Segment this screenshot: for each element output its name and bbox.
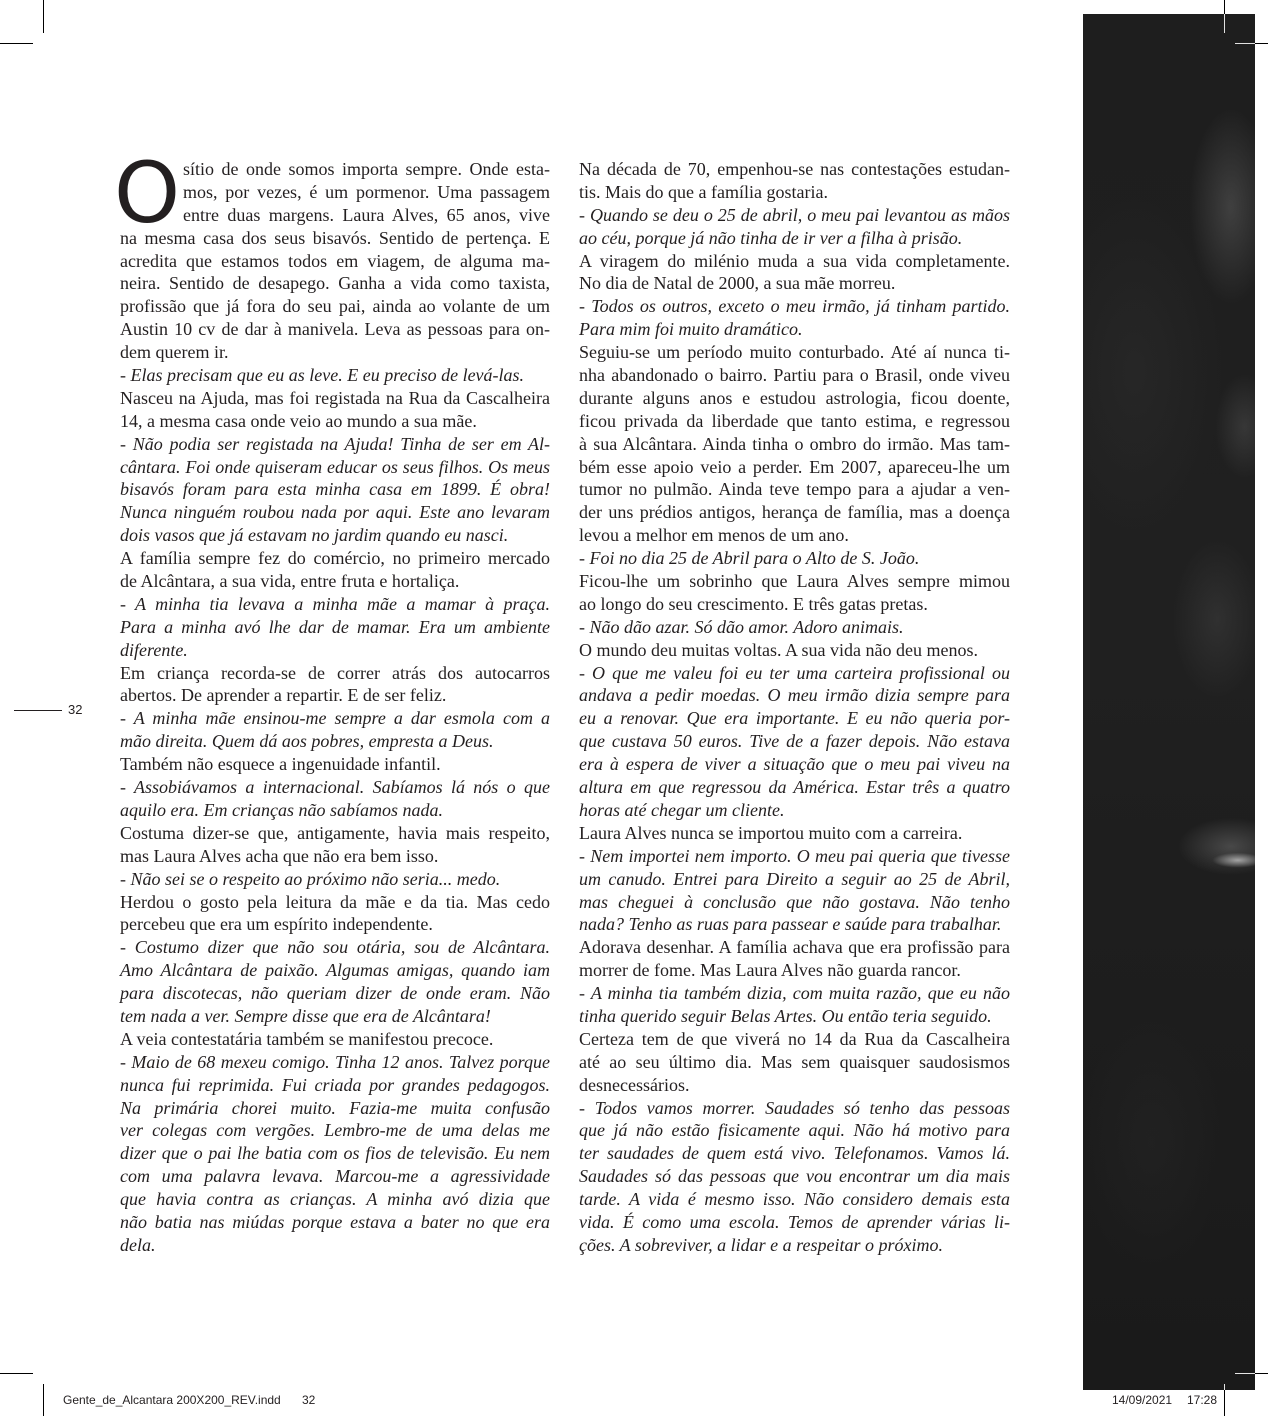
drop-cap: O: [114, 144, 181, 242]
text-line: para discotecas, não queriam dizer de onde eram. Não: [120, 983, 550, 1004]
text-line: ções. A sobreviver, a lidar e a respeitar o próximo.: [579, 1234, 943, 1255]
paragraph: [120, 822, 550, 868]
text-line: na mesma casa dos seus bisavós. Sentido de pertença. E: [120, 227, 550, 248]
text-line: Saudades só das pessoas que vou encontrar um dia mais: [579, 1166, 1010, 1187]
text-line: - O que me valeu foi eu ter uma carteira profissional ou: [579, 662, 1010, 683]
article-column-right: [579, 158, 1010, 1257]
text-line: abertos. De aprender a repartir. E de ser feliz.: [120, 685, 447, 706]
text-line: ter saudades de quem está vivo. Telefonamos. Vamos lá.: [579, 1143, 1010, 1164]
paragraph: [579, 570, 1010, 616]
text-line: um canudo. Entrei para Direito a seguir ao 25 de Abril,: [579, 868, 1010, 889]
quote-paragraph: [579, 1097, 1010, 1257]
text-line: tumor no pulmão. Ainda teve tempo para a ajudar a ven-: [579, 479, 1010, 500]
text-line: dela.: [120, 1234, 156, 1255]
text-line: nunca fui reprimida. Fui criada por grandes pedagogos.: [120, 1074, 550, 1095]
text-line: levou a melhor em menos de um ano.: [579, 525, 849, 546]
quote-paragraph: [120, 364, 550, 387]
paragraph: [579, 250, 1010, 296]
text-line: era à espera de viver a situação que o meu pai viveu na: [579, 754, 1010, 775]
paragraph: [120, 662, 550, 708]
text-line: mas cheguei à conclusão que não gostava. Não tenho: [579, 891, 1010, 912]
crop-mark: [43, 0, 44, 33]
text-line: desnecessários.: [579, 1074, 690, 1095]
text-line: der uns prédios antigos, herança de família, mas a doença: [579, 502, 1010, 523]
text-line: A família sempre fez do comércio, no primeiro mercado: [120, 548, 550, 569]
text-line: Austin 10 cv de dar à manivela. Leva as pessoas para on-: [120, 319, 550, 340]
crop-mark: [43, 1384, 44, 1416]
text-line: No dia de Natal de 2000, a sua mãe morreu.: [579, 273, 896, 294]
quote-paragraph: [120, 593, 550, 662]
text-line: ao céu, porque já não tinha de ir ver a filha à prisão.: [579, 227, 963, 248]
paragraph: [579, 341, 1010, 547]
folio-rule: [14, 710, 62, 711]
text-line: acredita que estamos todos em viagem, de alguma ma-: [120, 250, 550, 271]
text-line: morrer de fome. Mas Laura Alves não guarda rancor.: [579, 960, 961, 981]
text-line: não batia nas miúdas porque estava a bater no que era: [120, 1211, 550, 1232]
text-line: tinha querido seguir Belas Artes. Ou então teria seguido.: [579, 1005, 992, 1026]
quote-paragraph: [120, 936, 550, 1028]
text-line: ficou privada da liberdade que tanto estima, e regressou: [579, 410, 1010, 431]
slug-date: 14/09/2021: [1112, 1393, 1173, 1407]
text-line: até ao seu último dia. Mas sem quaisquer saudosismos: [579, 1051, 1010, 1072]
slug-time: 17:28: [1187, 1393, 1218, 1407]
text-line: que já não estão fisicamente aqui. Não há motivo para: [579, 1120, 1010, 1141]
text-line: profissão que já fora do seu pai, ainda ao volante de um: [120, 296, 550, 317]
crop-mark: [1224, 0, 1225, 33]
text-line: à sua Alcântara. Ainda tinha o ombro do irmão. Mas tam-: [579, 433, 1010, 454]
page-number: 32: [68, 702, 83, 717]
text-line: - A minha mãe ensinou-me sempre a dar esmola com a: [120, 708, 550, 729]
text-line: entre duas margens. Laura Alves, 65 anos, vive: [183, 204, 550, 225]
text-line: Amo Alcântara de paixão. Algumas amigas, quando iam: [120, 960, 550, 981]
text-line: cântara. Foi onde quiseram educar os seus filhos. Os meus: [120, 456, 550, 477]
slug-page: 32: [302, 1393, 316, 1407]
slug-filename: Gente_de_Alcantara 200X200_REV.indd: [63, 1393, 281, 1407]
crop-mark: [1235, 1373, 1268, 1374]
quote-paragraph: [120, 707, 550, 753]
text-line: A viragem do milénio muda a sua vida completamente.: [579, 250, 1010, 271]
text-line: - Costumo dizer que não sou otária, sou de Alcântara.: [120, 937, 550, 958]
text-line: - A minha tia levava a minha mãe a mamar à praça.: [120, 593, 550, 614]
paragraph: [579, 822, 1010, 845]
quote-paragraph: [120, 433, 550, 547]
text-line: - A minha tia também dizia, com muita razão, que eu não: [579, 983, 1010, 1004]
text-line: neira. Sentido de desapego. Ganha a vida como taxista,: [120, 273, 550, 294]
text-line: Na década de 70, empenhou-se nas contestações estudan-: [579, 159, 1010, 179]
text-line: - Assobiávamos a internacional. Sabíamos lá nós o que: [120, 777, 550, 798]
text-line: dois vasos que já estavam no jardim quando eu nasci.: [120, 525, 509, 546]
text-line: O mundo deu muitas voltas. A sua vida não deu menos.: [579, 639, 978, 660]
text-line: com uma palavra levava. Marcou-me a agressividade: [120, 1166, 550, 1187]
text-line: durante alguns anos e estudou astrologia, ficou doente,: [579, 387, 1010, 408]
text-line: bisavós foram para esta minha casa em 1899. É obra!: [120, 479, 550, 500]
text-line: Para mim foi muito dramático.: [579, 319, 803, 340]
paragraph: [579, 639, 1010, 662]
paragraph: [579, 158, 1010, 204]
text-line: dizer que o pai lhe batia com os fios de televisão. Eu nem: [120, 1143, 550, 1164]
text-line: - Não dão azar. Só dão amor. Adoro animais.: [579, 616, 904, 637]
text-line: ao longo do seu crescimento. E três gatas pretas.: [579, 593, 928, 614]
paragraph: [120, 1028, 550, 1051]
text-line: aquilo era. Em crianças não sabíamos nada.: [120, 799, 443, 820]
text-line: Ficou-lhe um sobrinho que Laura Alves sempre mimou: [579, 571, 1010, 592]
text-line: ver colegas com vergões. Lembro-me de uma delas me: [120, 1120, 550, 1141]
text-line: - Não sei se o respeito ao próximo não seria... medo.: [120, 868, 501, 889]
paragraph: [579, 936, 1010, 982]
text-line: Para a minha avó lhe dar de mamar. Era um ambiente: [120, 616, 550, 637]
text-line: altura em que regressou da América. Estar três a quatro: [579, 777, 1010, 798]
quote-paragraph: [579, 982, 1010, 1028]
text-line: Em criança recorda-se de correr atrás dos autocarros: [120, 662, 550, 683]
text-line: vida. É como uma escola. Temos de aprender várias li-: [579, 1211, 1010, 1232]
text-line: 14, a mesma casa onde veio ao mundo a sua mãe.: [120, 410, 477, 431]
text-line: Seguiu-se um período muito conturbado. Até aí nunca ti-: [579, 342, 1010, 363]
text-line: - Todos vamos morrer. Saudades só tenho das pessoas: [579, 1097, 1010, 1118]
quote-paragraph: [579, 845, 1010, 937]
text-line: diferente.: [120, 639, 188, 660]
text-line: - Foi no dia 25 de Abril para o Alto de S. João.: [579, 548, 920, 569]
article-column-left: [120, 158, 550, 1257]
quote-paragraph: [579, 662, 1010, 822]
text-line: - Maio de 68 mexeu comigo. Tinha 12 anos. Talvez porque: [120, 1051, 550, 1072]
text-line: Laura Alves nunca se importou muito com a carreira.: [579, 822, 963, 843]
paragraph: [120, 158, 550, 364]
text-line: Costuma dizer-se que, antigamente, havia mais respeito,: [120, 822, 550, 843]
photo-strip: [1083, 14, 1255, 1390]
text-line: - Não podia ser registada na Ajuda! Tinha de ser em Al-: [120, 433, 550, 454]
paragraph: [579, 1028, 1010, 1097]
text-line: horas até chegar um cliente.: [579, 799, 785, 820]
text-line: Também não esquece a ingenuidade infantil.: [120, 754, 441, 775]
quote-paragraph: [120, 1051, 550, 1257]
text-line: - Nem importei nem importo. O meu pai queria que tivesse: [579, 845, 1010, 866]
quote-paragraph: [120, 868, 550, 891]
text-line: Certeza tem de que viverá no 14 da Rua da Cascalheira: [579, 1028, 1010, 1049]
text-line: Nunca ninguém roubou nada por aqui. Este ano levaram: [120, 502, 550, 523]
paragraph: [120, 387, 550, 433]
text-line: percebeu que era um espírito independente.: [120, 914, 433, 935]
text-line: tis. Mais do que a família gostaria.: [579, 181, 828, 202]
text-line: Adorava desenhar. A família achava que era profissão para: [579, 937, 1010, 958]
crop-mark: [1235, 43, 1268, 44]
text-line: - Quando se deu o 25 de abril, o meu pai levantou as mãos: [579, 204, 1010, 225]
paragraph: [120, 753, 550, 776]
text-line: andava a pedir moedas. O meu irmão dizia sempre para: [579, 685, 1010, 706]
crop-mark: [1224, 1384, 1225, 1416]
text-line: mas Laura Alves acha que não era bem isso.: [120, 845, 439, 866]
text-line: eu a renovar. Que era importante. E eu não queria por-: [579, 708, 1010, 729]
text-line: bém esse apoio veio a perder. Em 2007, apareceu-lhe um: [579, 456, 1010, 477]
text-line: nada? Tenho as ruas para passear e saúde para trabalhar.: [579, 914, 1002, 935]
paragraph: [120, 547, 550, 593]
text-line: Herdou o gosto pela leitura da mãe e da tia. Mas cedo: [120, 891, 550, 912]
text-line: A veia contestatária também se manifestou precoce.: [120, 1028, 494, 1049]
text-line: Na primária chorei muito. Fazia-me muita confusão: [120, 1097, 550, 1118]
text-line: nha abandonado o bairro. Partiu para o Brasil, onde viveu: [579, 365, 1010, 386]
text-line: mão direita. Quem dá aos pobres, empresta a Deus.: [120, 731, 494, 752]
text-line: sítio de onde somos importa sempre. Onde esta-: [183, 159, 550, 179]
text-line: que havia contra as crianças. A minha avó dizia que: [120, 1189, 550, 1210]
text-line: - Elas precisam que eu as leve. E eu preciso de levá-las.: [120, 365, 525, 386]
text-line: tarde. A vida é mesmo isso. Não considero demais esta: [579, 1189, 1010, 1210]
text-line: Nasceu na Ajuda, mas foi registada na Rua da Cascalheira: [120, 387, 550, 408]
quote-paragraph: [579, 547, 1010, 570]
text-line: de Alcântara, a sua vida, entre fruta e hortaliça.: [120, 571, 460, 592]
quote-paragraph: [579, 204, 1010, 250]
quote-paragraph: [579, 616, 1010, 639]
text-line: dem querem ir.: [120, 342, 229, 363]
text-line: tem nada a ver. Sempre disse que era de Alcântara!: [120, 1005, 491, 1026]
quote-paragraph: [120, 776, 550, 822]
crop-mark: [0, 43, 33, 44]
text-line: mos, por vezes, é um pormenor. Uma passagem: [183, 181, 550, 202]
paragraph: [120, 891, 550, 937]
text-line: - Todos os outros, exceto o meu irmão, já tinham partido.: [579, 296, 1010, 317]
quote-paragraph: [579, 295, 1010, 341]
crop-mark: [0, 1373, 33, 1374]
text-line: que custava 50 euros. Tive de a fazer depois. Não estava: [579, 731, 1010, 752]
